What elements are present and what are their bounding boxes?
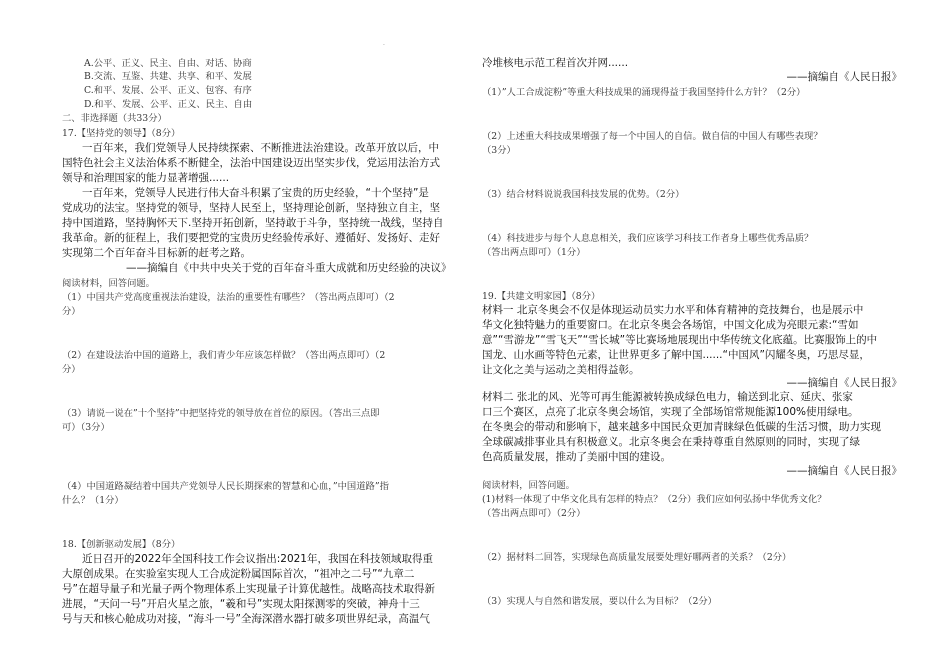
q19-question-2: （2）据材料二回答，实现绿色高质量发展要处理好哪两者的关系？（2分）: [482, 552, 792, 563]
q19-material1-line: 华文化独特魅力的重要窗口。在北京冬奥会各场馆，中国文化成为亮眼元素:“雪如: [482, 319, 859, 331]
q18-question-4-cont: （答出两点即可）（1分）: [482, 247, 586, 258]
q18-material-line: 号”在超导量子和光量子两个物理体系上实现量子计算优越性。战略高技术取得新: [62, 583, 435, 595]
q19-material1-line: 意”“雪游龙”“雪飞天”“雪长城”等比赛场地展现出中华传统文化底蕴。比赛服饰上的中: [482, 334, 878, 346]
q19-question-3: （3）实现人与自然和谐发展，要以什么为目标？（2分）: [482, 596, 717, 607]
q18-material-line: 大原创成果。在实验室实现人工合成淀粉属国际首次，“祖冲之二号”“九章二: [62, 568, 415, 580]
page-mark: .: [383, 40, 385, 47]
q17-material-line: 实现第二个百年奋斗目标新的赶考之路。: [62, 247, 251, 259]
q18-question-4: （4）科技进步与每个人息息相关，我们应该学习科技工作者身上哪些优秀品质？: [482, 233, 814, 244]
q19-material2-line: 全球碳减排事业具有积极意义。北京冬奥会在秉持尊重自然原则的同时，实现了绿: [482, 436, 860, 448]
q19-heading: 19.【共建文明家园】（8分）: [482, 291, 601, 302]
q17-question-2: （2）在建设法治中国的道路上，我们青少年应该怎样做？（答出两点即可）（2: [62, 350, 386, 361]
q19-source-1: ——摘编自《人民日报》: [786, 377, 902, 389]
option-a: A.公平、正义、民主、自由、对话、协商: [84, 58, 252, 69]
q18-heading: 18.【创新驱动发展】（8分）: [62, 539, 181, 550]
option-c: C.和平、发展、公平、正义、包容、有序: [84, 85, 252, 96]
q17-material-line: 党成功的法宝。坚持党的领导，坚持人民至上，坚持理论创新，坚持独立自主，坚: [62, 202, 440, 214]
q17-question-1-cont: 分）: [62, 306, 81, 317]
q17-question-3-cont: 可）（3分）: [62, 422, 110, 433]
q19-material2-line: 在冬奥会的带动和影响下，越来越多中国民众更加青睐绿色低碳的生活习惯，助力实现: [482, 421, 881, 433]
q19-material2-line: 口三个赛区，点亮了北京冬奥会场馆，实现了全部场馆常规能源100%使用绿电。: [482, 406, 859, 418]
q19-question-1: (1)材料一体现了中华文化具有怎样的特点？（2分）我们应如何弘扬中华优秀文化？: [482, 494, 827, 505]
q19-source-2: ——摘编自《人民日报》: [786, 465, 902, 477]
q19-material2-line: 色高质量发展，推动了美丽中国的建设。: [482, 451, 671, 463]
q18-question-2: （2）上述重大科技成果增强了每一个中国人的自信。做自信的中国人有哪些表现？: [482, 131, 823, 142]
q18-material-end: 冷堆核电示范工程首次并网......: [482, 57, 629, 69]
q17-material-line: 领导和治理国家的能力显著增强......: [62, 172, 230, 184]
q17-question-3: （3）请说一说在”十个坚持”中把坚持党的领导放在首位的原因。（答出三点即: [62, 408, 380, 419]
q17-material-line: 一百年来，我们党领导人民持续探索、不断推进法治建设。改革开放以后，中: [82, 142, 439, 154]
q18-source: ——摘编自《人民日报》: [786, 71, 902, 83]
q18-material-line: 近日召开的2022年全国科技工作会议指出:2021年，我国在科技领域取得重: [82, 553, 433, 565]
q18-question-1: （1）”人工合成淀粉”等重大科技成果的涌现得益于我国坚持什么方针？（2分）: [482, 87, 806, 98]
q19-material1-line: 材料一 北京冬奥会不仅是体现运动员实力水平和体育精神的竞技舞台，也是展示中: [482, 304, 864, 316]
q17-question-2-cont: 分）: [62, 364, 81, 375]
q18-question-3: （3）结合材料说说我国科技发展的优势。（2分）: [482, 189, 685, 200]
option-d: D.和平、发展、公平、正义、民主、自由: [84, 99, 253, 110]
q17-material-line: 持中国道路，坚持胸怀天下.坚持开拓创新，坚持敢于斗争，坚持统一战线，坚持自: [62, 217, 444, 229]
option-b: B.交流、互鉴、共建、共享、和平、发展: [84, 71, 252, 82]
q17-instruction: 阅读材料，回答问题。: [62, 278, 155, 289]
q17-material-line: 国特色社会主义法治体系不断健全，法治中国建设迈出坚实步伐，党运用法治方式: [62, 157, 440, 169]
q19-instruction: 阅读材料，回答问题。: [482, 480, 575, 491]
q18-material-line: 进展，“天问一号”开启火星之旅，“羲和号”实现太阳探测零的突破，神舟十三: [62, 598, 420, 610]
q17-material-line: 一百年来，党领导人民进行伟大奋斗积累了宝贵的历史经验，“十个坚持”是: [82, 187, 429, 199]
q18-material-line: 号与天和核心舱成功对接，“海斗一号”全海深潜水器打破多项世界纪录，高温气: [62, 613, 430, 625]
q19-material2-line: 材料二 张北的风、光等可再生能源被转换成绿色电力，输送到北京、延庆、张家: [482, 391, 853, 403]
q17-heading: 17.【坚持党的领导】（8分）: [62, 128, 181, 139]
q19-material1-line: 让文化之美与运动之美相得益彰。: [482, 364, 640, 376]
q17-question-4: （4）中国道路凝结着中国共产党领导人民长期探索的智慧和心血，”中国道路”指: [62, 481, 389, 492]
q17-material-line: 我革命。新的征程上，我们要把党的宝贵历史经验传承好、遵循好、发扬好、走好: [62, 232, 440, 244]
q19-material1-line: 国龙、山水画等特色元素，让世界更多了解中国......“中国风”闪耀冬奥，巧思尽显，: [482, 349, 870, 361]
q17-source: ——摘编自《中共中央关于党的百年奋斗重大成就和历史经验的决议》: [126, 262, 452, 274]
q17-question-1: （1）中国共产党高度重视法治建设，法治的重要性有哪些？（答出两点即可）（2: [62, 292, 395, 303]
q19-question-1-cont: （答出两点即可）（2分）: [482, 508, 586, 519]
q17-question-4-cont: 什么？（1分）: [62, 495, 124, 506]
section-title: 二、非选择题（共33分）: [62, 113, 167, 124]
q18-question-2-cont: （3分）: [482, 145, 516, 156]
